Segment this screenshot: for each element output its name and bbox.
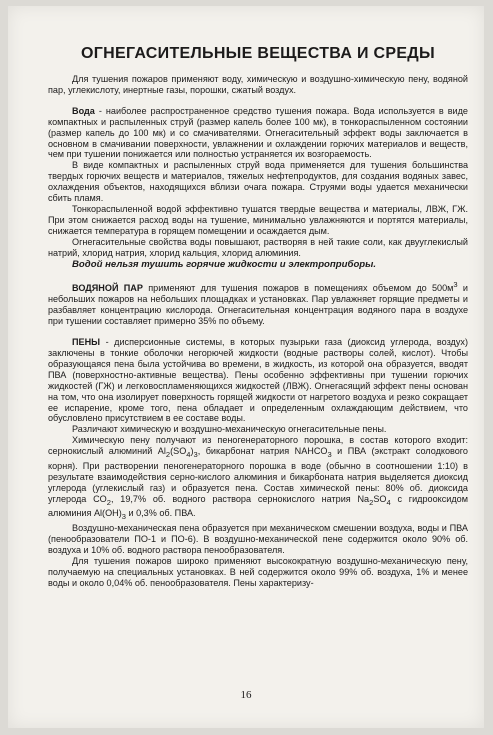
foam-chem-text-a: Химическую пену получают из пеногенераторного порошка, в состав которого входит: сернокислый алюминий Al <box>48 435 468 457</box>
subscript: 2 <box>165 449 171 459</box>
steam-paragraph <box>48 280 468 327</box>
water-paragraph-3: Тонкораспыленной водой эффективно тушатся твердые вещества и материалы, ЛВЖ, ГЖ. При этом снижается расход воды на тушение, минимально увлажняются и портятся материалы, снижается температура в горящем помещении и осаждается дым. <box>48 203 468 236</box>
water-paragraph-4: Огнегасительные свойства воды повышают, растворяя в ней такие соли, как двууглекислый натрий, хлорид натрия, хлорид кальция, хлорид алюминия. <box>48 236 468 258</box>
book-page <box>8 6 484 728</box>
foam-paragraph-5: Для тушения пожаров широко применяют высокократную воздушно-механическую пену, получаемую на специальных установках. В ней содержится около 99% об. воздуха, 1% и менее воды и около 0,04% об. пенообразователя. Пены характеризу- <box>48 555 468 588</box>
foam-paragraph-3 <box>48 435 468 523</box>
foam-chem-text-m: SO <box>373 493 387 504</box>
water-text-1: - наиболее распространенное средство тушения пожара. Вода используется в виде компактных и распыленных струй (размер капель более 100 мк), в тонкораспыленном состоянии (размер капель до 100 мк) и со смачивателями. Огнегасительный эффект воды заключается в основном в смачивании поверхности, увлажнении и охлаждении горючих материалов и веществ, чем при тушении понижается или полностью устраняется их возгораемость. <box>48 105 468 160</box>
foam-chem-text-o: с гидрооксидом алюминия Al(OH) <box>48 493 468 519</box>
page-title: ОГНЕГАСИТЕЛЬНЫЕ ВЕЩЕСТВА И СРЕДЫ <box>81 45 435 62</box>
foam-chem-text-c: (SO <box>170 446 187 457</box>
steam-term: ВОДЯНОЙ ПАР <box>72 283 143 294</box>
page-number: 16 <box>240 689 252 701</box>
steam-text-1: применяют для тушения пожаров в помещениях объемом до 500м <box>142 283 454 294</box>
subscript: 3 <box>193 449 198 459</box>
intro-paragraph: Для тушения пожаров применяют воду, химическую и воздушно-химическую пену, водяной пар, углекислоту, инертные газы, порошки, сжатый воздух. <box>48 74 468 95</box>
foam-chem-text-e: ) <box>190 446 194 457</box>
foam-paragraph-1 <box>48 337 468 424</box>
foam-chem-text-g: , бикарбонат натрия NAHCO <box>197 446 328 457</box>
water-term: Вода <box>72 105 95 116</box>
foam-chem-text-i: и ПВА (экстракт солодкового корня). При растворении пеногенераторного порошка в воде (обычно в соотношении 1:10) в результате взаимодействия серно-кислого алюминия и бикарбоната натрия выделяется диоксид углерода (углекислый газ) и образуется пена. Состав химической пены: 80% об. диоксида углерода CO <box>48 446 468 504</box>
water-warning <box>48 259 468 271</box>
foam-text-1: - дисперсионные системы, в которых пузырьки газа (диоксид углерода, воздух) заключены в тонкие оболочки негорючей жидкости (водные растворы солей, кислот). Чтобы образующаяся пена была устойчива во времени, в жидкость, из которой она образуется, вводят ПВА (поверхностно-активные вещества). Пены особенно эффективны при тушении горючих жидкостей (ГЖ) и легковоспламеняющихся жидкостей (ЛВЖ). Огнегасящий эффект пены основан на том, что она изолирует поверхность горящей жидкости от нагретого воздуха и резко сокращает ее испарение, кроме того, пена обладает и определенным охлаждающим действием, что обусловлено присутствием в ее составе воды. <box>48 337 468 424</box>
subscript: 4 <box>186 449 191 459</box>
foam-chem-text-k: , 19,7% об. водного раствора сернокислого натрия Na <box>110 493 370 504</box>
subscript: 2 <box>106 497 111 507</box>
page-content <box>48 44 468 588</box>
foam-term: ПЕНЫ <box>72 337 101 348</box>
subscript: 3 <box>121 512 126 522</box>
water-paragraph-2: В виде компактных и распыленных струй вода применяется для тушения большинства твердых горючих веществ и материалов, тяжелых нефтепродуктов, для создания водяных завес, охлаждения объектов, находящихся вблизи очага пожара. Струями воды удается механически сбить пламя. <box>48 160 468 204</box>
foam-paragraph-4: Воздушно-механическая пена образуется при механическом смешении воздуха, воды и ПВА (пенообразователи ПО-1 и ПО-6). В воздушно-механической пене содержится около 90% об. воздуха и 10% об. водного раствора пенообразователя. <box>48 523 468 555</box>
steam-superscript: 3 <box>453 280 458 290</box>
foam-paragraph-2: Различают химическую и воздушно-механическую огнегасительные пены. <box>72 424 387 435</box>
foam-chem-text-q: и 0,3% об. ПВА. <box>125 508 196 519</box>
subscript: 3 <box>327 449 332 459</box>
subscript: 4 <box>386 497 391 507</box>
subscript: 2 <box>369 497 374 507</box>
water-paragraph-1 <box>48 106 468 161</box>
steam-text-2: и небольших пожаров на небольших площадках и установках. Пар увлажняет горящие предметы и разбавляет концентрацию кислорода. Огнегасительная концентрация водяного пара в воздухе при тушении составляет примерно 35% по объему. <box>48 283 468 327</box>
water-warning-text: Водой нельзя тушить горячие жидкости и электроприборы. <box>72 258 377 270</box>
